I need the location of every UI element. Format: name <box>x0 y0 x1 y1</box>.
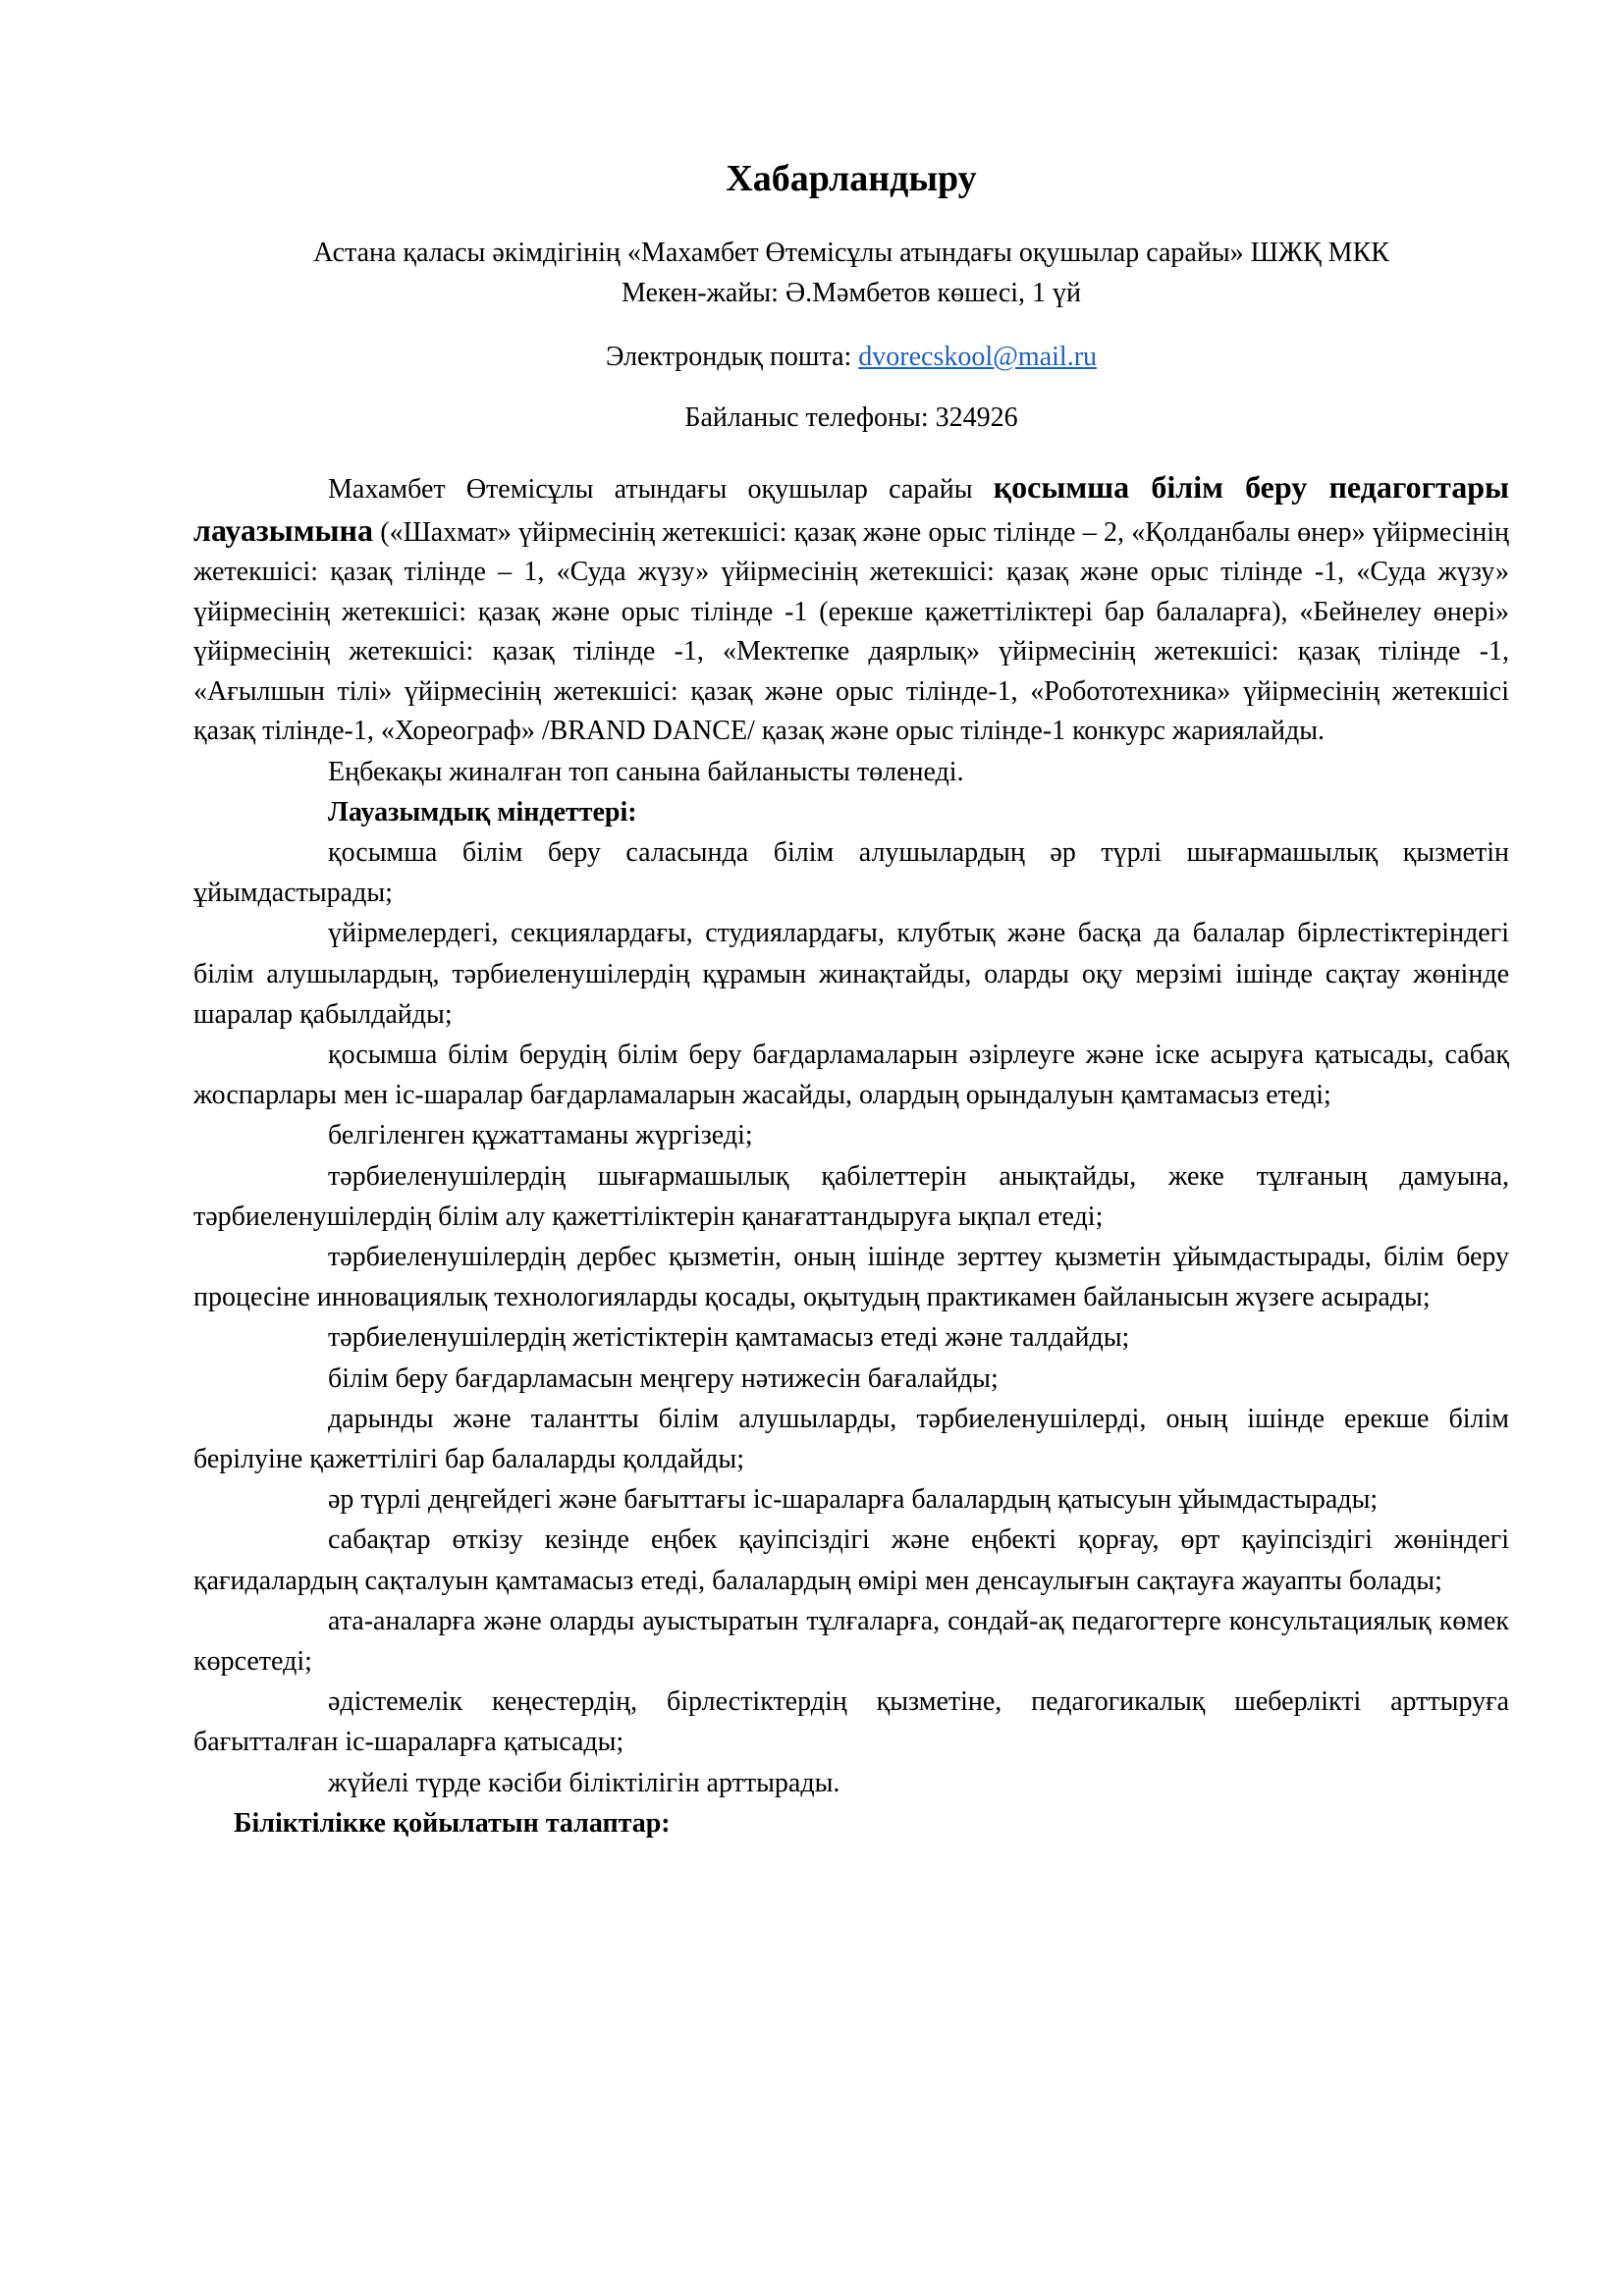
duty-item: белгіленген құжаттаманы жүргізеді; <box>328 1120 753 1151</box>
duty-item: қосымша білім беру саласында білім алушылардың әр түрлі шығармашылық қызметін ұйымдастырады; <box>193 836 1509 909</box>
duty-item: қосымша білім берудің білім беру бағдарламаларын әзірлеуге және іске асыруға қатысады, сабақ жоспарлары мен іс-шаралар бағдарламаларын жасайды, олардың орындалуын қамтамасыз етеді; <box>193 1039 1509 1111</box>
intro-clubs: («Шахмат» үйірмесінің жетекшісі: қазақ және орыс тілінде – 2, «Қолданбалы өнер» үйірмесінің жетекшісі: қазақ тілінде – 1, «Суда жүзу» үйірмесінің жетекшісі: қазақ және орыс тілінде -1, «Суда жүзу» үйірмесінің жетекшісі: қазақ және орыс тілінде -1 (ерекше қажеттіліктері бар балаларға), «Бейнелеу өнері» үйірмесінің жетекшісі: қазақ тілінде -1, «Мектепке даярлық» үйірмесінің жетекшісі: қазақ тілінде -1, «Ағылшын тілі» үйірмесінің жетекшісі: қазақ және орыс тілінде-1, «Робототехника» үйірмесінің жетекшісі қазақ тілінде-1, «Хореограф» /BRAND DANCE/ қазақ және орыс тілінде-1 конкурс жариялайды. <box>193 516 1509 746</box>
qualification-heading: Біліктілікке қойылатын талаптар: <box>234 1807 671 1839</box>
phone-line: Байланыс телефоны: 324926 <box>684 402 1018 433</box>
intro-paragraph <box>193 467 1509 752</box>
duty-item: дарынды және талантты білім алушыларды, тәрбиеленушілерді, оның ішінде ерекше білім берілуіне қажеттілігі бар балаларды қолдайды; <box>193 1403 1509 1474</box>
salary-note: Еңбекақы жиналған топ санына байланысты төленеді. <box>328 756 964 787</box>
intro-lead: Махамбет Өтемісұлы атындағы оқушылар сарайы <box>328 474 994 505</box>
duty-item: жүйелі түрде кәсіби біліктілігін арттырады. <box>328 1767 840 1798</box>
duty-item: тәрбиеленушілердің жетістіктерін қамтамасыз етеді және талдайды; <box>328 1322 1130 1354</box>
intro-position: қосымша білім беру педагогтары лауазымына <box>193 469 1510 548</box>
email-label: Электрондық пошта: <box>605 342 859 372</box>
duty-item: тәрбиеленушілердің шығармашылық қабілеттерін анықтайды, жеке тұлғаның дамуына, тәрбиеленушілердің білім алу қажеттіліктерін қанағаттандыруға ықпал етеді; <box>193 1160 1509 1232</box>
organization-name: Астана қаласы әкімдігінің «Махамбет Өтемісұлы атындағы оқушылар сарайы» ШЖҚ МКК <box>313 238 1389 268</box>
duty-item: сабақтар өткізу кезінде еңбек қауіпсіздігі және еңбекті қорғау, өрт қауіпсіздігі жөніндегі қағидалардың сақталуын қамтамасыз етеді, балалардың өмірі мен денсаулығын сақтауға жауапты болады; <box>193 1524 1509 1596</box>
page-title: Хабарландыру <box>726 158 977 199</box>
duty-item: үйірмелердегі, секциялардағы, студиялардағы, клубтық және басқа да балалар бірлестіктеріндегі білім алушылардың, тәрбиеленушілердің құрамын жинақтайды, оларды оқу мерзімі ішінде сақтау жөнінде шаралар қабылдайды; <box>193 918 1509 1030</box>
duty-item: тәрбиеленушілердің дербес қызметін, оның ішінде зерттеу қызметін ұйымдастырады, білім беру процесіне инновациялық технологияларды қосады, оқытудың практикамен байланысын жүзеге асырады; <box>193 1241 1509 1313</box>
duty-item: әр түрлі деңгейдегі және бағыттағы іс-шараларға балалардың қатысуын ұйымдастырады; <box>328 1484 1379 1516</box>
duties-heading: Лауазымдық міндеттері: <box>328 796 637 828</box>
duty-item: білім беру бағдарламасын меңгеру нәтижесін бағалайды; <box>328 1362 999 1394</box>
address: Мекен-жайы: Ә.Мәмбетов көшесі, 1 үй <box>621 278 1082 308</box>
duty-item: ата-аналарға және оларды ауыстыратын тұлғаларға, сондай-ақ педагогтерге консультациялық көмек көрсетеді; <box>193 1605 1509 1677</box>
duty-item: әдістемелік кеңестердің, бірлестіктердің қызметіне, педагогикалық шеберлікті арттыруға бағытталған іс-шараларға қатысады; <box>193 1686 1509 1758</box>
email-link[interactable]: dvorecskool@mail.ru <box>858 342 1098 372</box>
announcement-body <box>193 467 1509 1843</box>
email-line <box>193 340 1509 375</box>
